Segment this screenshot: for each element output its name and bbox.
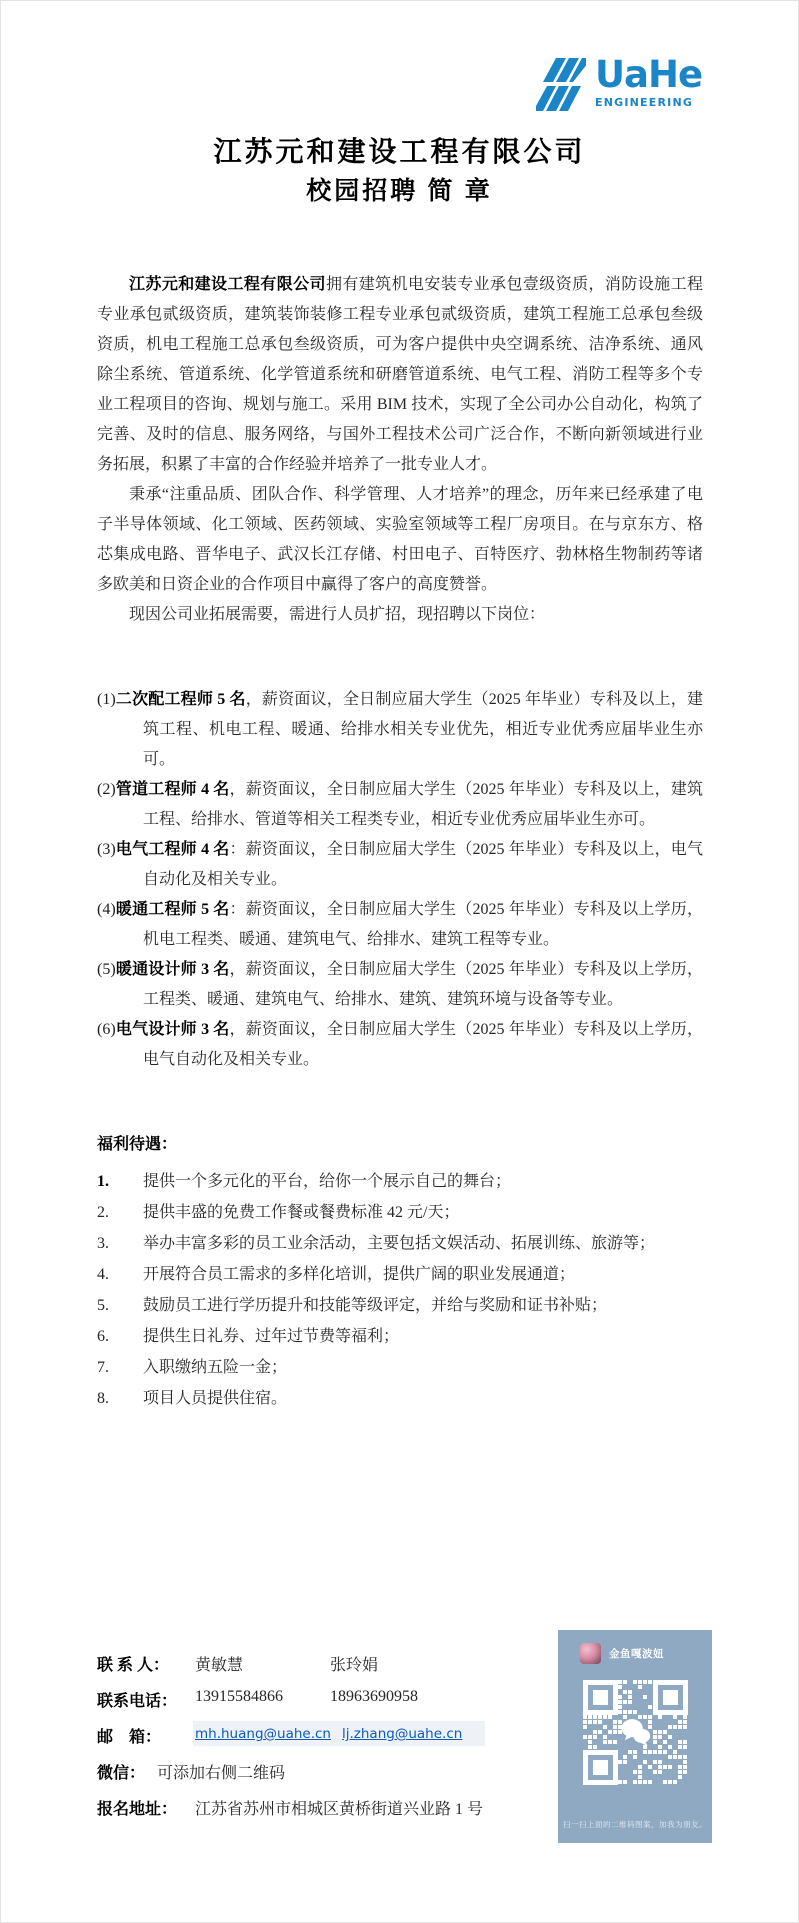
job-number: (4) (97, 901, 116, 918)
job-number: (6) (97, 1021, 116, 1038)
qr-caption: 扫一扫上面的二维码图案，加我为朋友。 (563, 1820, 707, 1829)
intro-paragraph-1: 江苏元和建设工程有限公司拥有建筑机电安装专业承包壹级资质，消防设施工程专业承包贰级资质，建筑装饰装修工程专业承包贰级资质，建筑工程施工总承包叁级资质，机电工程施工总承包叁级资质，可为客户提供中央空调系统、洁净系统、通风除尘系统、管道系统、化学管道系统和研磨管道系统、电气工程、消防工程等多个专业工程项目的咨询、规划与施工。采用 BIM 技术，实现了全公司办公自动化，构筑了完善、及时的信息、服务网络，与国外工程技术公司广泛合作，不断向新领域进行业务拓展，积累了丰富的合作经验并培养了一批专业人才。 (97, 276, 703, 473)
job-title: 管道工程师 4 名 (115, 781, 230, 798)
logo-sub-text: ENGINEERING (595, 96, 694, 109)
contact-person-row (97, 1652, 537, 1688)
job-list (97, 685, 703, 1075)
job-title: 暖通设计师 3 名 (115, 961, 230, 978)
benefit-item: 4. 开展符合员工需求的多样化培训，提供广阔的职业发展通道； (97, 1266, 576, 1283)
contact-section (97, 1652, 537, 1832)
benefit-item: 2. 提供丰盛的免费工作餐或餐费标准 42 元/天； (97, 1204, 460, 1221)
company-logo (536, 53, 703, 113)
job-item (97, 835, 703, 895)
qr-finder-icon (583, 1680, 618, 1715)
logo-brand-text: UaHe (595, 53, 703, 96)
job-title: 电气工程师 4 名 (115, 841, 230, 858)
job-desc: ，薪资面议，全日制应届大学生（2025 年毕业）专科及以上学历，工程类、暖通、建筑电气、给排水、建筑、建筑环境与设备等专业。 (143, 961, 703, 1008)
job-title: 二次配工程师 5 名 (115, 691, 246, 708)
job-number: (2) (97, 781, 116, 798)
contact-address-row (97, 1796, 537, 1832)
logo-mark-icon (536, 57, 586, 113)
job-desc: ，薪资面议，全日制应届大学生（2025 年毕业）专科及以上，建筑工程、机电工程、暖通、给排水相关专业优先，相近专业优秀应届毕业生亦可。 (143, 691, 703, 768)
contact-person-1: 黄敏慧 (195, 1657, 244, 1674)
contact-phone-1: 13915584866 (195, 1688, 283, 1705)
job-number: (5) (97, 961, 116, 978)
job-number: (1) (97, 691, 116, 708)
contact-wechat-value: 可添加右侧二维码 (157, 1765, 286, 1782)
contact-address-value: 江苏省苏州市相城区黄桥街道兴业路 1 号 (195, 1801, 484, 1818)
qr-finder-icon (583, 1750, 618, 1785)
intro-paragraph-3: 现因公司业拓展需要，需进行人员扩招，现招聘以下岗位： (129, 606, 546, 623)
contact-person-label: 联 系 人： (97, 1657, 170, 1674)
intro-paragraph-2: 秉承“注重品质、团队合作、科学管理、人才培养”的理念，历年来已经承建了电子半导体领域、化工领域、医药领域、实验室领域等工程厂房项目。在与京东方、格芯集成电路、晋华电子、武汉长江存储、村田电子、百特医疗、勃林格生物制药等诸多欧美和日资企业的合作项目中赢得了客户的高度赞誉。 (97, 486, 703, 593)
benefit-item: 8. 项目人员提供住宿。 (97, 1390, 288, 1407)
job-item (97, 775, 703, 835)
email-link-2[interactable]: lj.zhang@uahe.cn (342, 1726, 463, 1742)
benefit-item: 6. 提供生日礼券、过年过节费等福利； (97, 1328, 400, 1345)
job-title: 暖通工程师 5 名 (115, 901, 230, 918)
job-desc: ，薪资面议，全日制应届大学生（2025 年毕业）专科及以上学历，电气自动化及相关专业。 (143, 1021, 703, 1068)
job-item (97, 895, 703, 955)
company-title: 江苏元和建设工程有限公司 (213, 137, 586, 168)
contact-phone-row (97, 1688, 537, 1724)
benefit-item: 5. 鼓励员工进行学历提升和技能等级评定，并给与奖励和证书补贴； (97, 1297, 608, 1314)
contact-phone-label: 联系电话： (97, 1693, 178, 1710)
qr-code (583, 1680, 688, 1785)
job-item (97, 1015, 703, 1075)
contact-email-label: 邮 箱： (97, 1729, 162, 1746)
contact-phone-2: 18963690958 (330, 1688, 418, 1705)
job-desc: ：薪资面议，全日制应届大学生（2025 年毕业）专科及以上，电气自动化及相关专业。 (143, 841, 703, 888)
benefit-item: 1. 提供一个多元化的平台，给你一个展示自己的舞台； (97, 1173, 512, 1190)
qr-finder-icon (653, 1680, 688, 1715)
document-body (97, 270, 703, 1414)
company-name-lead: 江苏元和建设工程有限公司 (129, 276, 326, 293)
benefits-section (97, 1130, 703, 1414)
wechat-logo-icon (620, 1717, 651, 1748)
contact-address-label: 报名地址： (97, 1801, 178, 1818)
job-number: (3) (97, 841, 116, 858)
benefits-heading: 福利待遇： (97, 1136, 178, 1153)
job-item (97, 685, 703, 775)
job-title: 电气设计师 3 名 (115, 1021, 230, 1038)
wechat-nickname: 金鱼嘎波妞 (609, 1648, 664, 1660)
contact-wechat-label: 微信： (97, 1765, 146, 1782)
contact-person-2: 张玲娟 (330, 1657, 379, 1674)
contact-wechat-row (97, 1760, 537, 1796)
wechat-avatar (580, 1643, 601, 1664)
job-desc: ，薪资面议，全日制应届大学生（2025 年毕业）专科及以上，建筑工程、给排水、管道等相关工程类专业，相近专业优秀应届毕业生亦可。 (143, 781, 703, 828)
doc-subtitle: 校园招聘 简 章 (306, 178, 493, 205)
job-item (97, 955, 703, 1015)
contact-email-row (97, 1724, 537, 1760)
wechat-qr-card (558, 1630, 712, 1843)
benefit-item: 3. 举办丰富多彩的员工业余活动，主要包括文娱活动、拓展训练、旅游等； (97, 1235, 656, 1252)
benefit-item: 7. 入职缴纳五险一金； (97, 1359, 288, 1376)
email-link-1[interactable]: mh.huang@uahe.cn (195, 1726, 331, 1742)
job-desc: ：薪资面议，全日制应届大学生（2025 年毕业）专科及以上学历，机电工程类、暖通、建筑电气、给排水、建筑工程等专业。 (143, 901, 703, 948)
